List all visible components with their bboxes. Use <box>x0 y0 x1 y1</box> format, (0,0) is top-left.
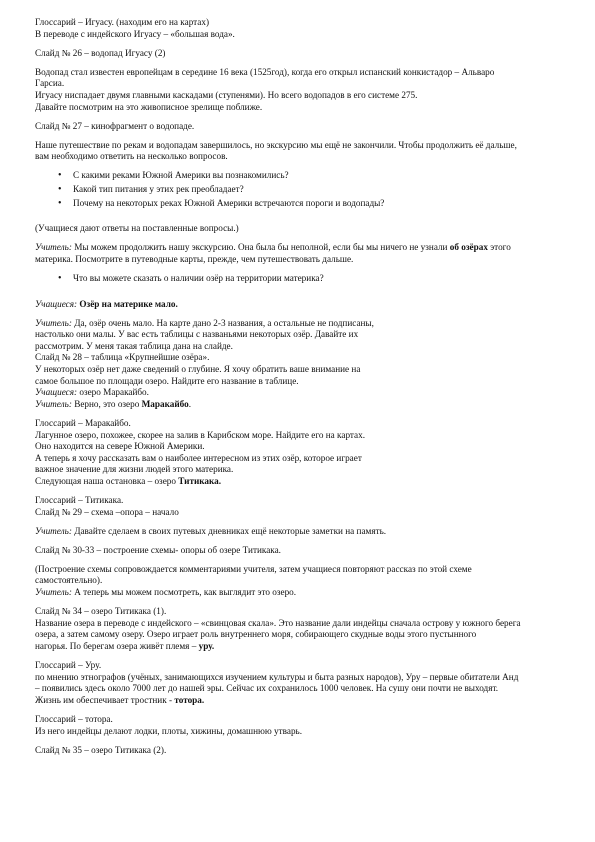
paragraph-slide-35 <box>35 745 565 757</box>
text-line: самое большое по площади озеро. Найдите его название в таблице. <box>35 375 299 386</box>
text-run: озеро Маракайбо. <box>77 387 149 398</box>
speaker-label: Учитель: <box>35 525 72 536</box>
text-line: Водопад стал известен европейцам в середине 16 века (1525год), когда его открыл испанский конкистадор – Альваро <box>35 66 495 77</box>
text-line: вам необходимо ответить на несколько вопросов. <box>35 151 228 162</box>
text-line <box>35 242 565 254</box>
text-line <box>35 641 565 653</box>
paragraph-teacher-table <box>35 318 565 411</box>
text-line: озера, а затем самому озеру. Озеро играет роль внутреннего моря, собирающего скудные воды этого пустынного <box>35 629 477 640</box>
speaker-label: Учитель: <box>35 398 72 409</box>
text-run: . <box>188 398 191 409</box>
paragraph-glossary-iguazu <box>35 17 565 40</box>
text-run: Верно, это озеро <box>71 398 142 409</box>
text-line: настолько они малы. У вас есть таблицы с названьями некоторых озёр. Давайте их <box>35 329 359 340</box>
paragraph-glossary-uru <box>35 660 565 706</box>
text-line: Слайд № 28 – таблица «Крупнейшие озёра». <box>35 352 210 363</box>
list-item: • Почему на некоторых реках Южной Америки встречаются пороги и водопады? <box>73 198 565 210</box>
paragraph-slide-27 <box>35 121 565 133</box>
paragraph-students-answer <box>35 223 565 235</box>
bold-phrase: уру. <box>198 640 215 651</box>
speaker-label: Учащиеся: <box>35 298 78 309</box>
text-line: по мнению этнографов (учёных, занимающихся изучением культуры и быта разных народов), Уру – первые обитатели Анд <box>35 671 519 682</box>
paragraph-waterfall-history <box>35 67 565 113</box>
lakes-question-list <box>35 273 565 285</box>
text-line: Слайд № 30-33 – построение схемы- опоры об озере Титикака. <box>35 544 281 555</box>
paragraph-glossary-titicaca <box>35 495 565 518</box>
document-body <box>35 17 565 764</box>
list-item: • Какой тип питания у этих рек преобладает? <box>73 184 565 196</box>
text-line: Глоссарий – Маракайбо. <box>35 417 131 428</box>
speaker-label: Учитель: <box>35 317 72 328</box>
text-run: Следующая наша остановка – озеро <box>35 475 179 486</box>
text-line: А теперь я хочу рассказать вам о наиболее интересном из этих озёр, которое играет <box>35 452 362 463</box>
text-line: рассмотрим. У меня такая таблица дана на слайде. <box>35 340 233 351</box>
text-line: У некоторых озёр нет даже сведений о глубине. Я хочу обратить ваше внимание на <box>35 364 361 375</box>
text-line: Глоссарий – тотора. <box>35 713 113 724</box>
bold-phrase: об озёрах <box>449 242 488 253</box>
text-run: А теперь мы можем посмотреть, как выглядит это озеро. <box>71 587 297 598</box>
text-line: (Учащиеся дают ответы на поставленные вопросы.) <box>35 223 239 234</box>
text-run: Мы можем продолжить нашу экскурсию. Она была бы неполной, если бы мы ничего не узнали <box>71 242 450 253</box>
text-line: Гарсиа. <box>35 78 65 89</box>
text-line: Глоссарий – Титикака. <box>35 495 124 505</box>
questions-list <box>35 170 565 209</box>
text-line: Давайте посмотрим на это живописное зрелище поближе. <box>35 101 263 112</box>
text-line: Глоссарий – Уру. <box>35 660 102 671</box>
text-run: этого <box>487 242 511 253</box>
text-line: Слайд № 34 – озеро Титикака (1). <box>35 606 167 617</box>
text-line: Наше путешествие по рекам и водопадам завершилось, но экскурсию мы ещё не закончили. Чтобы продолжить её дальше, <box>35 139 517 150</box>
paragraph-slide-34 <box>35 606 565 652</box>
text-line <box>35 318 565 330</box>
text-line: Оно находится на севере Южной Америки. <box>35 441 205 452</box>
paragraph-slide-26 <box>35 48 565 60</box>
text-line: важное значение для жизни людей этого материка. <box>35 464 234 475</box>
text-line: самостоятельно). <box>35 575 103 586</box>
text-line: (Построение схемы сопровождается комментариями учителя, затем учащиеся повторяют рассказ по этой схеме <box>35 563 472 574</box>
bold-phrase: тотора. <box>174 694 205 705</box>
text-line <box>35 476 565 488</box>
text-line: Из него индейцы делают лодки, плоты, хижины, домашнюю утварь. <box>35 725 303 736</box>
text-line: Название озера в переводе с индейского – «свинцовая скала». Это название дали индейцы сначала острову у южного берега <box>35 617 521 628</box>
paragraph-teacher-lakes <box>35 242 565 265</box>
paragraph-slide-30-33 <box>35 545 565 557</box>
text-line: материка. Посмотрите в путеводные карты, прежде, чем путешествовать дальше. <box>35 253 354 264</box>
text-line: Игуасу ниспадает двумя главными каскадами (ступенями). Но всего водопадов в его системе 275. <box>35 89 418 100</box>
speaker-label: Учитель: <box>35 587 72 598</box>
text-line <box>35 587 565 599</box>
paragraph-glossary-maracaibo <box>35 418 565 488</box>
text-line: – появились здесь около 7000 лет до нашей эры. Сейчас их сохранилось 1000 человек. На сушу они почти не выходят. <box>35 683 499 694</box>
bold-phrase: Озёр на материке мало. <box>79 298 178 309</box>
list-item: • С какими реками Южной Америки вы познакомились? <box>73 170 565 182</box>
paragraph-glossary-totora <box>35 714 565 737</box>
paragraph-journey-continues <box>35 140 565 163</box>
bold-phrase: Титикака. <box>178 475 222 486</box>
text-run: Да, озёр очень мало. На карте дано 2-3 названия, а остальные не подписаны, <box>71 317 374 328</box>
paragraph-teacher-notes <box>35 526 565 538</box>
text-line <box>35 299 565 311</box>
text-line <box>35 399 565 411</box>
text-line <box>35 526 565 538</box>
text-run: Давайте сделаем в своих путевых дневниках ещё некоторые заметки на память. <box>71 525 387 536</box>
text-run: Жизнь им обеспечивает тростник - <box>35 694 175 705</box>
bold-phrase: Маракайбо <box>141 398 189 409</box>
text-line: Слайд № 29 – схема –опора – начало <box>35 506 179 517</box>
text-line <box>35 695 565 707</box>
text-line <box>35 387 565 399</box>
text-line: Слайд № 27 – кинофрагмент о водопаде. <box>35 120 195 131</box>
text-line: В переводе с индейского Игуасу – «большая вода». <box>35 28 235 39</box>
text-line: Глоссарий – Игуасу. (находим его на картах) <box>35 17 210 27</box>
text-run: нагорья. По берегам озера живёт племя – <box>35 640 199 651</box>
speaker-label: Учитель: <box>35 242 72 253</box>
list-item: • Что вы можете сказать о наличии озёр на территории материка? <box>73 273 565 285</box>
text-line: Слайд № 35 – озеро Титикака (2). <box>35 744 167 755</box>
paragraph-scheme-building <box>35 564 565 599</box>
paragraph-students-few-lakes <box>35 299 565 311</box>
text-line: Слайд № 26 – водопад Игуасу (2) <box>35 47 166 58</box>
text-line: Лагунное озеро, похожее, скорее на залив в Карибском море. Найдите его на картах. <box>35 429 366 440</box>
speaker-label: Учащиеся: <box>35 387 78 398</box>
